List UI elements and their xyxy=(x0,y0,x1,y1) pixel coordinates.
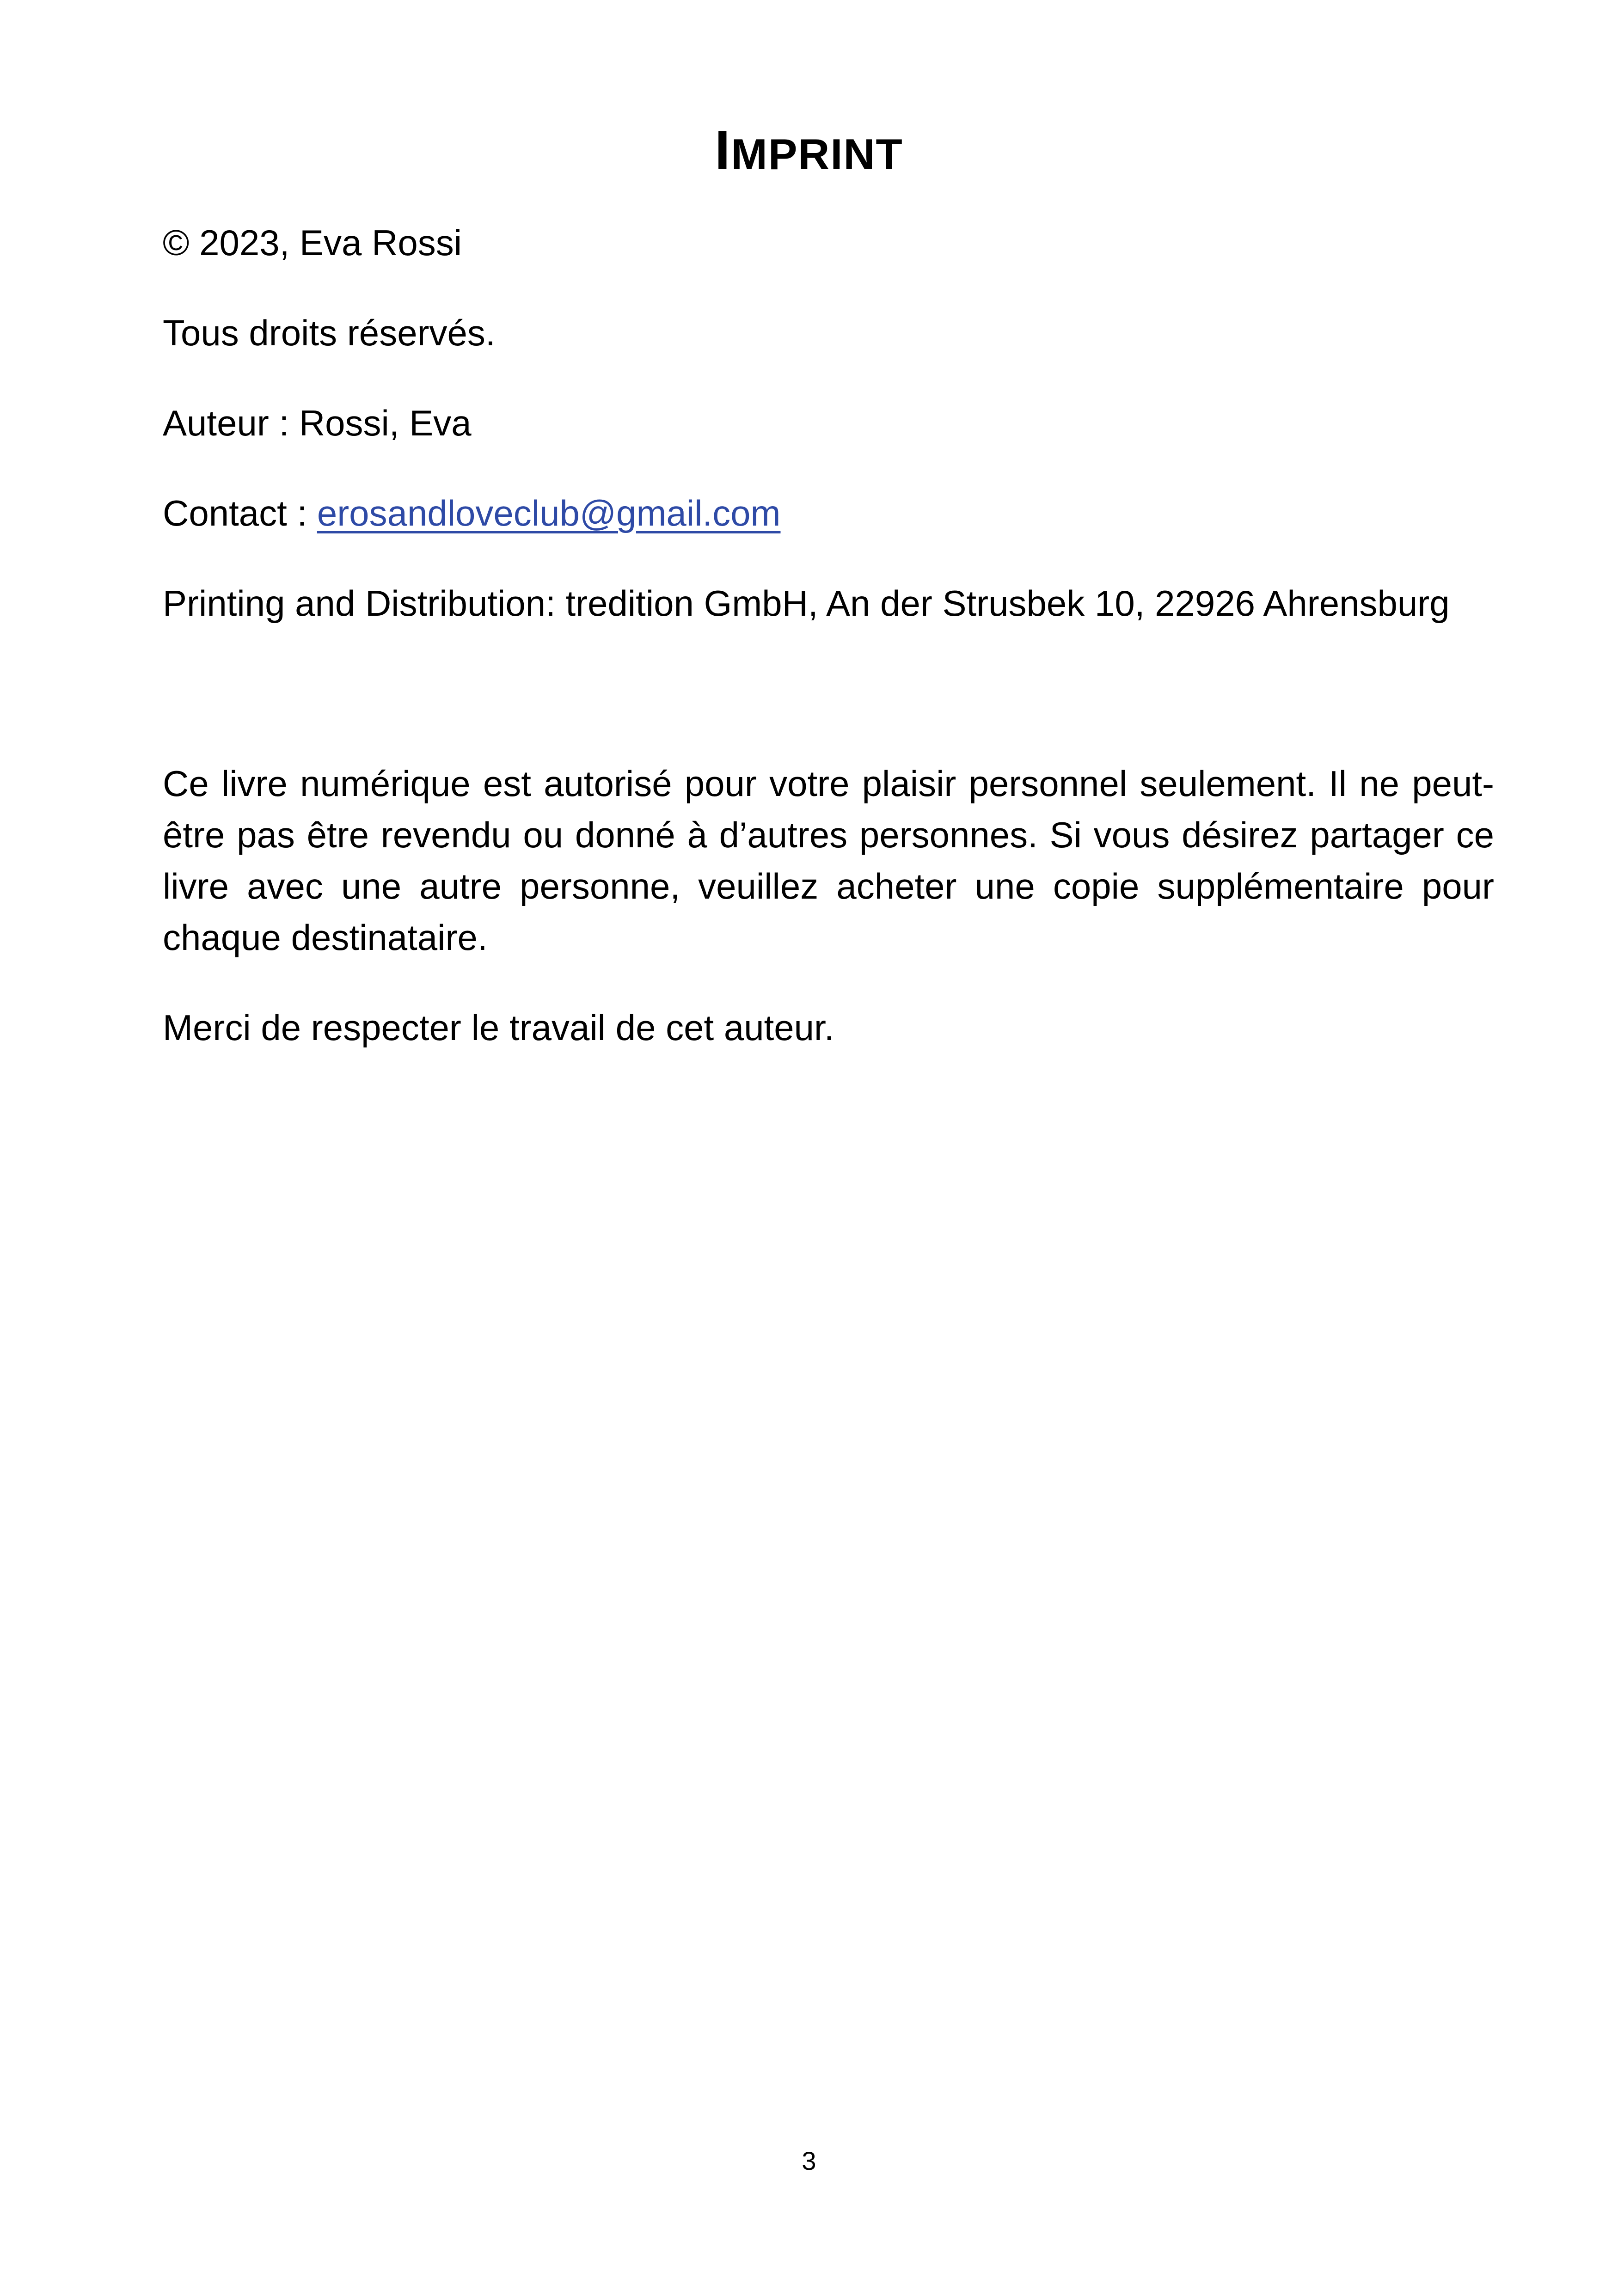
contact-email-link[interactable]: erosandloveclub@gmail.com xyxy=(317,493,781,533)
author-line: Auteur : Rossi, Eva xyxy=(163,403,472,443)
copyright-line: © 2023, Eva Rossi xyxy=(163,222,462,263)
imprint-content xyxy=(163,217,1494,1092)
contact-label: Contact : xyxy=(163,493,317,533)
spacer xyxy=(163,668,1494,758)
rights-line: Tous droits réservés. xyxy=(163,312,496,353)
page-number: 3 xyxy=(802,2146,816,2175)
title-rest: MPRINT xyxy=(731,130,903,178)
title-first-letter: I xyxy=(715,119,731,181)
printing-distribution-line: Printing and Distribution: tredition GmbH, An der Strusbek 10, 22926 Ahrensburg xyxy=(163,583,1450,624)
license-paragraph: Ce livre numérique est autorisé pour votre plaisir personnel seulement. Il ne peut-être pas être revendu ou donné à d’autres personnes. Si vous désirez partager ce livre avec une autre personne, veuillez acheter une copie supplémentaire pour chaque destinataire. xyxy=(163,763,1494,958)
contact-line xyxy=(163,488,1494,539)
thanks-line: Merci de respecter le travail de cet auteur. xyxy=(163,1007,834,1048)
page-title xyxy=(0,116,1618,189)
